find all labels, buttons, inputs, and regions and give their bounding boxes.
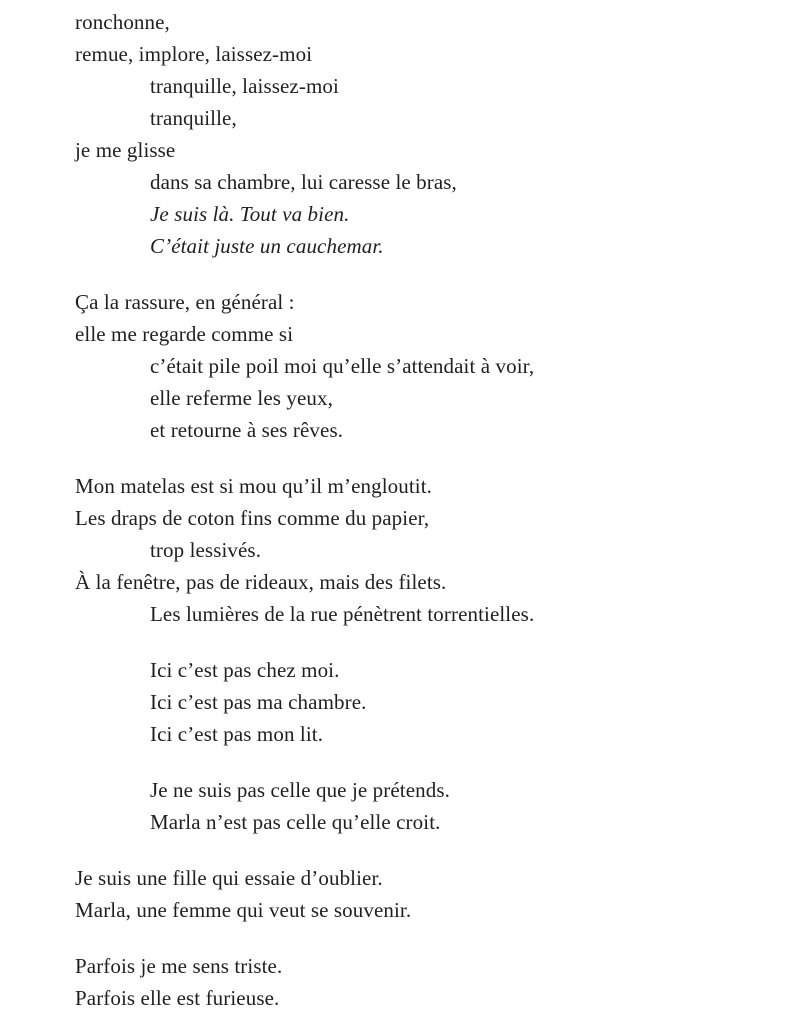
poem-line: elle referme les yeux, <box>150 386 333 410</box>
poem-line: tranquille, <box>150 106 237 130</box>
poem-line: c’était pile poil moi qu’elle s’attendait à voir, <box>150 354 535 378</box>
poem-line: tranquille, laissez-moi <box>150 74 339 98</box>
poem-line: À la fenêtre, pas de rideaux, mais des filets. <box>75 570 447 594</box>
poem-line: Je ne suis pas celle que je prétends. <box>150 778 450 802</box>
poem-line: et retourne à ses rêves. <box>150 418 344 442</box>
poem-line: remue, implore, laissez-moi <box>75 42 313 66</box>
poem-line: Je suis une fille qui essaie d’oublier. <box>75 866 383 890</box>
poem-line: je me glisse <box>75 138 176 162</box>
poem-line: Marla n’est pas celle qu’elle croit. <box>150 810 441 834</box>
poem-line: Les lumières de la rue pénètrent torrentielles. <box>150 602 535 626</box>
poem-line: Mon matelas est si mou qu’il m’engloutit. <box>75 474 432 498</box>
poem-line: Je suis là. Tout va bien. <box>150 202 350 226</box>
poem-line: Marla, une femme qui veut se souvenir. <box>75 898 412 922</box>
poem-line: Ici c’est pas mon lit. <box>150 722 324 746</box>
stanza <box>75 654 786 750</box>
stanza <box>75 950 786 1014</box>
poem-line: dans sa chambre, lui caresse le bras, <box>150 170 457 194</box>
poem-line: C’était juste un cauchemar. <box>150 234 384 258</box>
poem-line: ronchonne, <box>75 10 170 34</box>
poem-line: Parfois je me sens triste. <box>75 954 283 978</box>
poem-body <box>75 6 786 1014</box>
poem-line: trop lessivés. <box>150 538 262 562</box>
poem-line: Ça la rassure, en général : <box>75 290 295 314</box>
poem-line: Parfois elle est furieuse. <box>75 986 280 1010</box>
poem-line: Ici c’est pas ma chambre. <box>150 690 367 714</box>
poem-line: Ici c’est pas chez moi. <box>150 658 340 682</box>
stanza <box>75 286 786 446</box>
poem-line: elle me regarde comme si <box>75 322 294 346</box>
stanza <box>75 6 786 262</box>
poem-line: Les draps de coton fins comme du papier, <box>75 506 430 530</box>
stanza <box>75 774 786 838</box>
stanza <box>75 862 786 926</box>
stanza <box>75 470 786 630</box>
